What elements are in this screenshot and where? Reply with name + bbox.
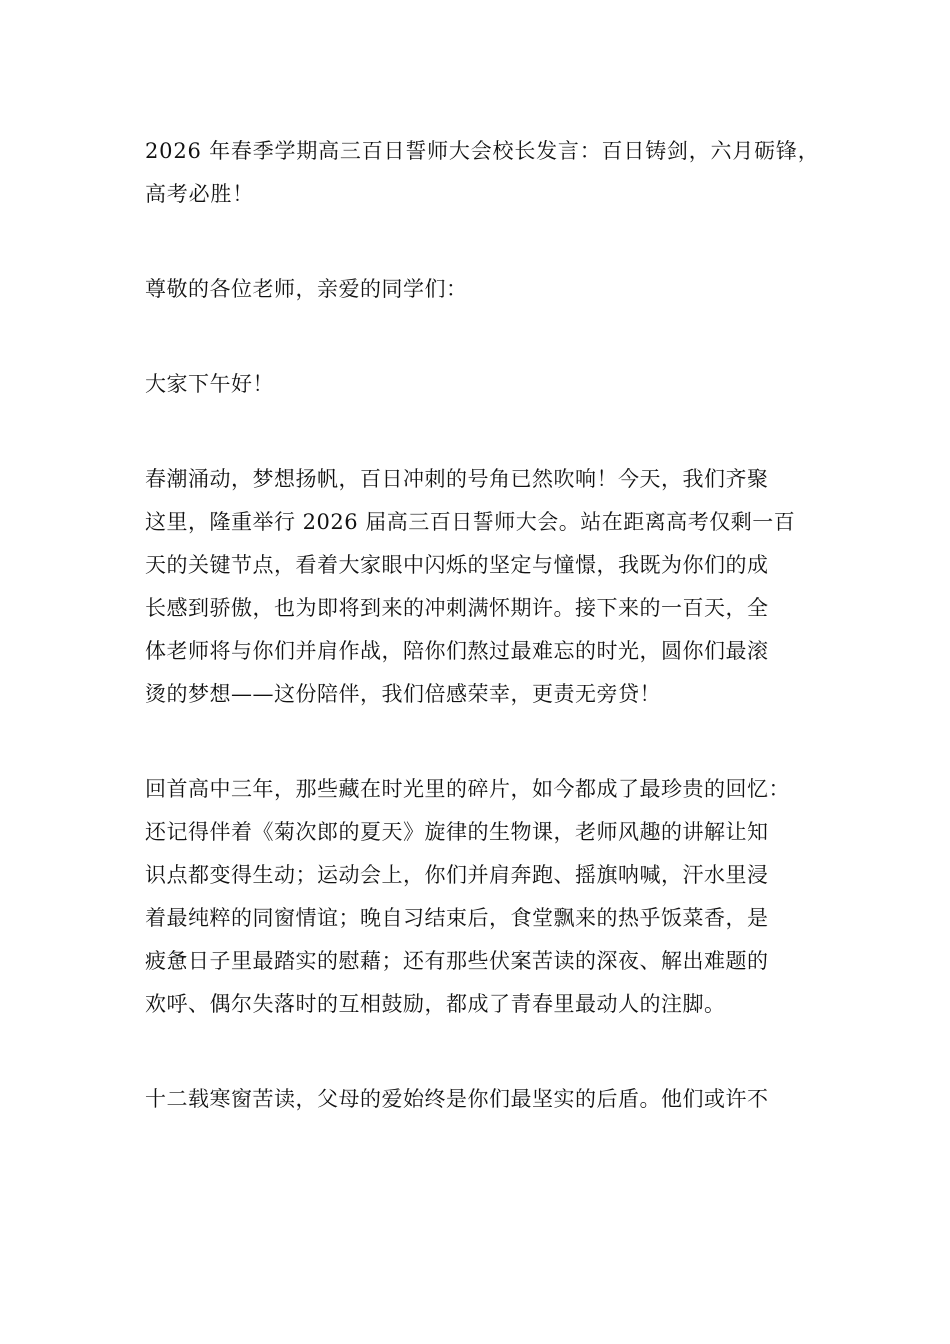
paragraph-line: 欢呼、偶尔失落时的互相鼓励，都成了青春里最动人的注脚。 — [145, 992, 726, 1016]
greeting-line: 尊敬的各位老师，亲爱的同学们： — [145, 277, 468, 301]
paragraph-line: 着最纯粹的同窗情谊；晚自习结束后，食堂飘来的热乎饭菜香，是 — [145, 906, 769, 930]
title-line: 2026 年春季学期高三百日誓师大会校长发言：百日铸剑，六月砺锋， — [145, 139, 820, 163]
paragraph-line: 十二载寒窗苦读，父母的爱始终是你们最坚实的后盾。他们或许不 — [145, 1087, 769, 1111]
document-body — [145, 130, 820, 1173]
paragraph-1 — [145, 458, 810, 716]
salutation-paragraph — [145, 363, 810, 406]
paragraph-line: 体老师将与你们并肩作战，陪你们熬过最难忘的时光，圆你们最滚 — [145, 639, 769, 663]
paragraph-line: 回首高中三年，那些藏在时光里的碎片，如今都成了最珍贵的回忆： — [145, 777, 790, 801]
speech-title — [145, 130, 820, 216]
greeting-paragraph — [145, 268, 810, 311]
paragraph-line: 疲惫日子里最踏实的慰藉；还有那些伏案苦读的深夜、解出难题的 — [145, 949, 769, 973]
paragraph-line: 天的关键节点，看着大家眼中闪烁的坚定与憧憬，我既为你们的成 — [145, 553, 769, 577]
paragraph-3 — [145, 1078, 810, 1121]
paragraph-line: 烫的梦想——这份陪伴，我们倍感荣幸，更责无旁贷！ — [145, 682, 661, 706]
paragraph-line: 春潮涌动，梦想扬帆，百日冲刺的号角已然吹响！今天，我们齐聚 — [145, 467, 769, 491]
salutation-line: 大家下午好！ — [145, 372, 274, 396]
paragraph-2 — [145, 768, 810, 1026]
title-line: 高考必胜！ — [145, 182, 254, 206]
paragraph-line: 还记得伴着《菊次郎的夏天》旋律的生物课，老师风趣的讲解让知 — [145, 820, 769, 844]
paragraph-line: 识点都变得生动；运动会上，你们并肩奔跑、摇旗呐喊，汗水里浸 — [145, 863, 769, 887]
paragraph-line: 这里，隆重举行 2026 届高三百日誓师大会。站在距离高考仅剩一百 — [145, 510, 796, 534]
paragraph-line: 长感到骄傲，也为即将到来的冲刺满怀期许。接下来的一百天，全 — [145, 596, 769, 620]
